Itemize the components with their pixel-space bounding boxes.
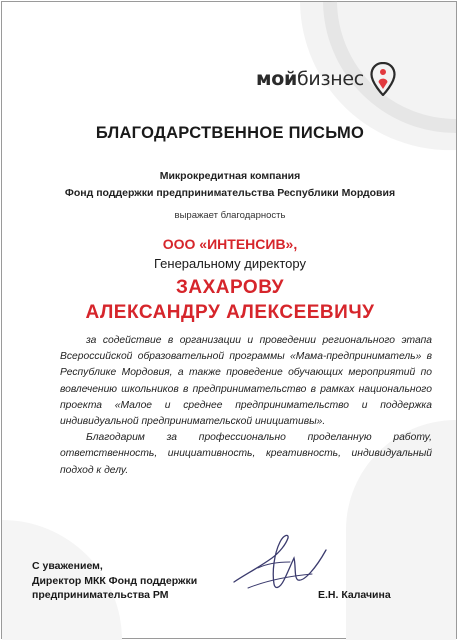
letter-title: БЛАГОДАРСТВЕННОЕ ПИСЬМО xyxy=(95,124,365,142)
recipient-given-names: АЛЕКСАНДРУ АЛЕКСЕЕВИЧУ xyxy=(85,302,375,323)
expresses-gratitude-text: выражает благодарность xyxy=(174,210,286,221)
issuer-org-line2: Фонд поддержки предпринимательства Республики Мордовия xyxy=(64,187,396,199)
issuer-organization xyxy=(0,168,460,202)
recipient-position: Генеральному директору xyxy=(154,256,306,271)
map-pin-person-icon xyxy=(370,62,396,96)
closing-title-line2: предпринимательства РМ xyxy=(32,589,169,601)
closing-block xyxy=(32,559,197,603)
closing-regards: С уважением, xyxy=(32,560,103,572)
logo-text-regular: бизнес xyxy=(297,68,364,90)
recipient-surname: ЗАХАРОВУ xyxy=(175,277,285,298)
handwritten-signature xyxy=(228,528,332,600)
letter-body xyxy=(60,333,432,479)
body-paragraph-2: Благодарим за профессионально проделанную работу, ответственность, инициативность, креативность, индивидуальный подход к делу. xyxy=(60,432,432,476)
body-paragraph-1: за содействие в организации и проведении регионального этапа Всероссийской образовательной программы «Мама-предприниматель» в Республике Мордовия, а также проведение обучающих мероприятий по вовлечению школьников в предпринимательство в рамках национального проекта «Малое и среднее предпринимательство и поддержка индивидуальной предпринимательской инициативы». xyxy=(60,335,432,428)
closing-title-line1: Директор МКК Фонд поддержки xyxy=(32,574,198,587)
moybiznes-logo xyxy=(256,62,396,96)
logo-text-bold: мой xyxy=(256,68,297,90)
issuer-org-line1: Микрокредитная компания xyxy=(159,170,301,182)
logo-wordmark xyxy=(256,68,364,90)
recipient-company: ООО «ИНТЕНСИВ», xyxy=(162,236,298,252)
signer-name: Е.Н. Калачина xyxy=(318,589,391,601)
